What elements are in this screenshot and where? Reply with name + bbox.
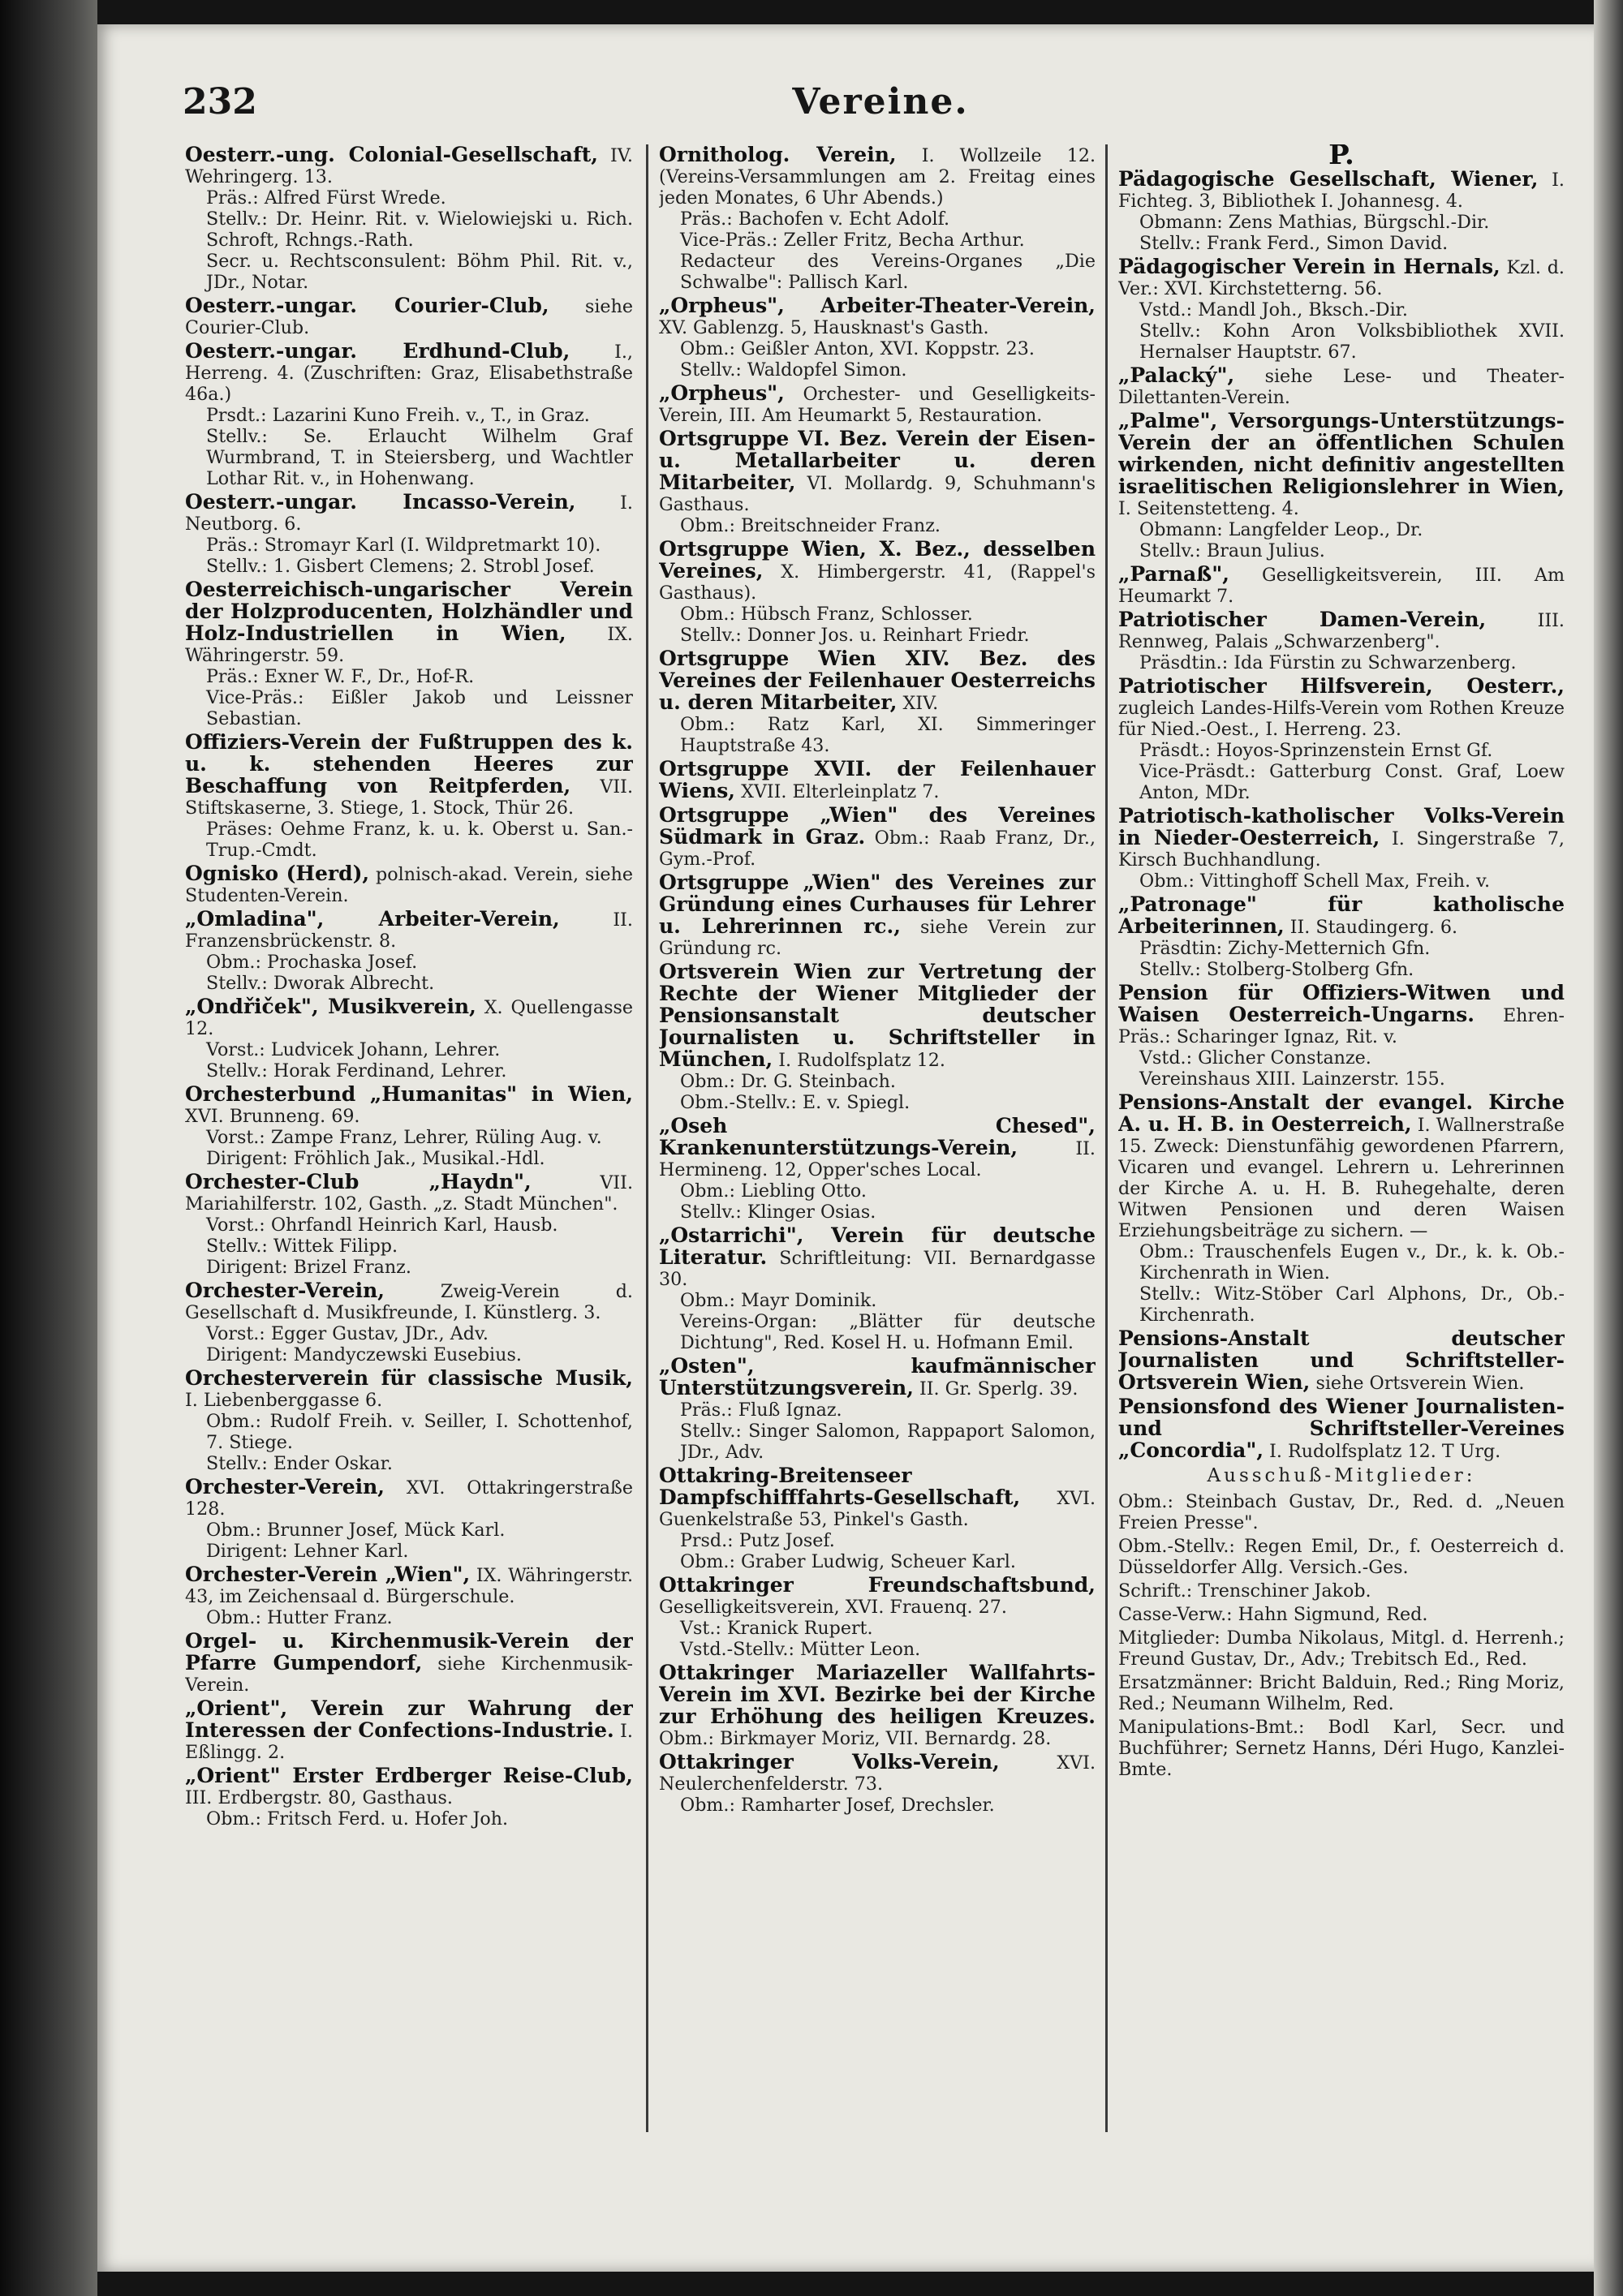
entry-name: Orchesterverein für classische Musik,: [185, 1366, 633, 1390]
entry-address: XVII. Elterleinplatz 7.: [741, 781, 940, 802]
directory-entry: [1118, 564, 1565, 607]
entry-detail: Obm.: Ramharter Josef, Drechsler.: [680, 1795, 995, 1816]
entry-name: Oesterr.-ungar. Incasso-Verein,: [185, 490, 576, 514]
entry-detail: Stellv.: Se. Erlaucht Wilhelm Graf Wurmbrand, T. in Steiersberg, und Wachtler Lothar Rit. v., in Hohenwang.: [206, 426, 633, 489]
page-header: [183, 81, 1578, 138]
page-edge-shadow: [1594, 0, 1623, 2296]
entry-address: I. Rudolfsplatz 12. T Urg.: [1269, 1441, 1501, 1462]
entry-name: „Oseh Chesed", Krankenunterstützungs-Verein,: [659, 1114, 1096, 1159]
entry-name: Ottakringer Mariazeller Wallfahrts-Verein im XVI. Bezirke bei der Kirche zur Erhöhung des heiligen Kreuzes.: [659, 1661, 1096, 1728]
entry-address: III. Erdbergstr. 80, Gasthaus.: [185, 1787, 453, 1808]
column-right: [1118, 144, 1565, 2173]
section-letter: P.: [1328, 144, 1354, 171]
entry-detail: Präses: Oehme Franz, k. u. k. Oberst u. San.-Trup.-Cmdt.: [206, 819, 633, 861]
directory-entry: [185, 863, 633, 906]
directory-entry: [185, 909, 633, 994]
directory-entry: [659, 1465, 1096, 1572]
entry-address: XV. Gablenzg. 5, Hausknast's Gasth.: [659, 317, 989, 338]
directory-entry: [185, 341, 633, 489]
entry-name: „Orient", Verein zur Wahrung der Interessen der Confections-Industrie.: [185, 1696, 633, 1742]
entry-name: Ortsgruppe „Wien" des Vereines zur Gründung eines Curhauses für Lehrer u. Lehrerinnen rc.,: [659, 871, 1096, 938]
entry-name: Ortsgruppe VI. Bez. Verein der Eisen- u. Metallarbeiter u. deren Mitarbeiter,: [659, 427, 1096, 494]
entry-detail: Präsdtin: Zichy-Metternich Gfn.: [1139, 938, 1431, 959]
entry-detail: Präs.: Bachofen v. Echt Adolf.: [680, 209, 950, 230]
directory-entry: [185, 144, 633, 293]
directory-entry: [659, 295, 1096, 381]
entry-detail: Stellv.: Klinger Osias.: [680, 1202, 876, 1223]
entry-name: Orchester-Verein,: [185, 1279, 385, 1302]
entry-name: Pension für Offiziers-Witwen und Waisen Oesterreich-Ungarns.: [1118, 981, 1565, 1026]
entry-name: Oesterreichisch-ungarischer Verein der Holzproducenten, Holzhändler und Holz-Industriellen in Wien,: [185, 578, 633, 645]
entry-detail: Stellv.: Frank Ferd., Simon David.: [1139, 233, 1449, 254]
entry-detail: Stellv.: Ender Oskar.: [206, 1453, 393, 1474]
entry-detail: Präsdt.: Hoyos-Sprinzenstein Ernst Gf.: [1139, 740, 1493, 761]
entry-name: Ortsgruppe XVII. der Feilenhauer Wiens,: [659, 757, 1096, 802]
entry-address: I. Rudolfsplatz 12.: [778, 1050, 945, 1071]
entry-address: II. Hermineng. 12, Opper'sches Local.: [659, 1138, 1096, 1180]
entry-address: siehe Verein zur Gründung rc.: [659, 917, 1096, 959]
entry-address: XVI. Guenkelstraße 53, Pinkel's Gasth.: [659, 1488, 1096, 1530]
directory-entry: [659, 1575, 1096, 1660]
entry-detail: Vstd.: Mandl Joh., Bksch.-Dir.: [1139, 299, 1408, 320]
entry-detail: Dirigent: Fröhlich Jak., Musikal.-Hdl.: [206, 1148, 545, 1169]
entry-detail: Obm.-Stellv.: E. v. Spiegl.: [680, 1092, 911, 1113]
entry-address: Zweig-Verein d. Gesellschaft d. Musikfreunde, I. Künstlerg. 3.: [185, 1281, 633, 1323]
entry-address: zugleich Landes-Hilfs-Verein vom Rothen Kreuze für Nied.-Oest., I. Herreng. 23.: [1118, 698, 1565, 740]
entry-detail: Präs.: Stromayr Karl (I. Wildpretmarkt 10).: [206, 535, 601, 556]
entry-detail: Stellv.: Dworak Albrecht.: [206, 973, 435, 994]
entry-detail: Obm.: Breitschneider Franz.: [680, 515, 941, 536]
entry-name: Pädagogische Gesellschaft, Wiener,: [1118, 167, 1539, 191]
directory-entry: [659, 805, 1096, 870]
entry-address: Geselligkeitsverein, XVI. Frauenq. 27.: [659, 1597, 1007, 1618]
entry-address: II. Staudingerg. 6.: [1289, 917, 1458, 938]
entry-detail: Vice-Präs.: Eißler Jakob und Leissner Sebastian.: [206, 687, 633, 729]
directory-entry: [185, 1631, 633, 1696]
entry-address: I. Singerstraße 7, Kirsch Buchhandlung.: [1118, 828, 1565, 871]
entry-detail: Obm.: Mayr Dominik.: [680, 1290, 877, 1311]
entry-name: Pensions-Anstalt deutscher Journalisten und Schriftsteller-Ortsverein Wien,: [1118, 1326, 1565, 1394]
directory-entry: [185, 579, 633, 729]
directory-entry: [1118, 1328, 1565, 1394]
entry-name: Ottakringer Freundschaftsbund,: [659, 1573, 1096, 1597]
entry-detail: Stellv.: Kohn Aron Volksbibliothek XVII. Hernalser Hauptstr. 67.: [1139, 320, 1565, 363]
entry-address: siehe Courier-Club.: [185, 296, 633, 338]
entry-address: siehe Ortsverein Wien.: [1315, 1373, 1525, 1394]
entry-detail: Obm.: Hutter Franz.: [206, 1607, 393, 1628]
entry-name: Ortsgruppe Wien, X. Bez., desselben Vereines,: [659, 537, 1096, 583]
entry-name: Patriotischer Hilfsverein, Oesterr.,: [1118, 674, 1565, 698]
entry-name: „Orpheus", Arbeiter-Theater-Verein,: [659, 294, 1096, 317]
directory-entry: [659, 648, 1096, 756]
entry-detail: Vstd.: Glicher Constanze.: [1139, 1047, 1371, 1068]
entry-name: Oesterr.-ungar. Courier-Club,: [185, 294, 549, 317]
entry-address: Obm.: Birkmayer Moriz, VII. Bernardg. 28.: [659, 1728, 1052, 1749]
directory-entry: [1118, 411, 1565, 561]
entry-address: siehe Kirchenmusik-Verein.: [185, 1653, 633, 1696]
entry-address: III. Rennweg, Palais „Schwarzenberg".: [1118, 610, 1565, 652]
entry-detail: Präs.: Fluß Ignaz.: [680, 1400, 842, 1421]
entry-address: IV. Wehringerg. 13.: [185, 145, 633, 187]
entry-name: Offiziers-Verein der Fußtruppen des k. u. k. stehenden Heeres zur Beschaffung von Reitpferden,: [185, 730, 633, 798]
entry-address: polnisch-akad. Verein, siehe Studenten-Verein.: [185, 864, 633, 906]
directory-entry: [1118, 609, 1565, 673]
entry-name: Pädagogischer Verein in Hernals,: [1118, 255, 1500, 278]
directory-entry: [659, 539, 1096, 646]
entry-detail: Dirigent: Brizel Franz.: [206, 1257, 411, 1278]
member-detail: Casse-Verw.: Hahn Sigmund, Red.: [1118, 1604, 1428, 1625]
entry-detail: Dirigent: Mandyczewski Eusebius.: [206, 1344, 522, 1365]
committee-member: [1118, 1717, 1565, 1780]
page-number: 232: [183, 81, 257, 123]
entry-address: Geselligkeitsverein, III. Am Heumarkt 7.: [1118, 565, 1565, 607]
entry-detail: Präsdtin.: Ida Fürstin zu Schwarzenberg.: [1139, 652, 1517, 673]
entry-address: II. Franzensbrückenstr. 8.: [185, 909, 633, 952]
entry-name: Orchester-Verein „Wien",: [185, 1563, 471, 1586]
entry-name: Ornitholog. Verein,: [659, 144, 897, 166]
entry-address: Orchester- und Geselligkeits-Verein, III. Am Heumarkt 5, Restauration.: [659, 384, 1096, 426]
column-rule-2: [1105, 144, 1108, 2132]
entry-address: I. Wollzeile 12. (Vereins-Versammlungen am 2. Freitag eines jeden Monates, 6 Uhr Abends.): [659, 145, 1096, 209]
entry-address: Ehren-Präs.: Scharinger Ignaz, Rit. v.: [1118, 1005, 1565, 1047]
entry-name: „Osten", kaufmännischer Unterstützungsverein,: [659, 1354, 1096, 1400]
entry-detail: Secr. u. Rechtsconsulent: Böhm Phil. Rit. v., JDr., Notar.: [206, 251, 633, 293]
entry-detail: Redacteur des Vereins-Organes „Die Schwalbe": Pallisch Karl.: [680, 251, 1096, 293]
entry-detail: Stellv.: Horak Ferdinand, Lehrer.: [206, 1060, 507, 1081]
directory-entry: [1118, 256, 1565, 363]
entry-address: XVI. Brunneng. 69.: [185, 1106, 360, 1127]
entry-address: I. Liebenberggasse 6.: [185, 1390, 383, 1411]
directory-entry: [659, 1116, 1096, 1223]
member-detail: Manipulations-Bmt.: Bodl Karl, Secr. und Buchführer; Sernetz Hanns, Déri Hugo, Kanzlei-Bmte.: [1118, 1717, 1565, 1780]
entry-address: VI. Mollardg. 9, Schuhmann's Gasthaus.: [659, 473, 1096, 515]
entry-name: Orchester-Club „Haydn",: [185, 1170, 532, 1193]
directory-entry: [1118, 169, 1565, 254]
entry-detail: Vice-Präs.: Zeller Fritz, Becha Arthur.: [680, 230, 1025, 251]
entry-detail: Stellv.: 1. Gisbert Clemens; 2. Strobl Josef.: [206, 556, 595, 577]
entry-detail: Obm.: Trauschenfels Eugen v., Dr., k. k. Ob.-Kirchenrath in Wien.: [1139, 1241, 1565, 1283]
entry-address: Kzl. d. Ver.: XVI. Kirchstetterng. 56.: [1118, 257, 1565, 299]
entry-detail: Vorst.: Zampe Franz, Lehrer, Rüling Aug. v.: [206, 1127, 602, 1148]
entry-address: I. Eßlingg. 2.: [185, 1721, 633, 1763]
entry-detail: Stellv.: Braun Julius.: [1139, 540, 1325, 561]
directory-entry: [185, 492, 633, 577]
directory-entry: [659, 961, 1096, 1113]
entry-name: Ortsgruppe „Wien" des Vereines Südmark in Graz.: [659, 803, 1096, 849]
entry-name: Oesterr.-ungar. Erdhund-Club,: [185, 339, 570, 363]
column-rule-1: [646, 144, 648, 2132]
entry-detail: Stellv.: Witz-Stöber Carl Alphons, Dr., Ob.-Kirchenrath.: [1139, 1283, 1565, 1326]
entry-detail: Stellv.: Wittek Filipp.: [206, 1236, 398, 1257]
entry-address: IX. Währingerstr. 59.: [185, 624, 633, 666]
entry-detail: Obm.: Hübsch Franz, Schlosser.: [680, 604, 973, 625]
entry-name: Ottakring-Breitenseer Dampfschifffahrts-Gesellschaft,: [659, 1464, 1021, 1509]
entry-address: Obm.: Raab Franz, Dr., Gym.-Prof.: [659, 828, 1096, 870]
entry-address: I. Neutborg. 6.: [185, 492, 633, 535]
entry-address: II. Gr. Sperlg. 39.: [919, 1378, 1078, 1400]
directory-entry: [659, 759, 1096, 802]
entry-address: X. Himbergerstr. 41, (Rappel's Gasthaus).: [659, 561, 1096, 604]
entry-address: VII. Stiftskaserne, 3. Stiege, 1. Stock, Thür 26.: [185, 776, 633, 819]
entry-detail: Prsd.: Putz Josef.: [680, 1530, 835, 1551]
committee-member: [1118, 1672, 1565, 1714]
directory-entry: [1118, 1396, 1565, 1462]
entry-detail: Vorst.: Ohrfandl Heinrich Karl, Hausb.: [206, 1215, 558, 1236]
entry-address: I. Wallnerstraße 15. Zweck: Dienstunfähig gewordenen Pfarrern, Vicaren und evangel. Lehrern u. Lehrerinnen der Kirche A. u. H. B. Ruhegehalte, deren Witwen Pensionen und deren Waisen Erziehungsbeiträge zu sichern. —: [1118, 1115, 1565, 1241]
entry-name: Oesterr.-ung. Colonial-Gesellschaft,: [185, 144, 598, 166]
entry-name: „Orient" Erster Erdberger Reise-Club,: [185, 1764, 633, 1787]
member-detail: Schrift.: Trenschiner Jakob.: [1118, 1580, 1371, 1602]
committee-subheading: Ausschuß-Mitglieder:: [1207, 1465, 1476, 1486]
entry-name: „Patronage" für katholische Arbeiterinnen,: [1118, 892, 1565, 938]
directory-entry: [185, 1172, 633, 1278]
directory-entry: [185, 1280, 633, 1365]
entry-detail: Prsdt.: Lazarini Kuno Freih. v., T., in Graz.: [206, 405, 590, 426]
member-detail: Ersatzmänner: Bricht Balduin, Red.; Ring Moriz, Red.; Neumann Wilhelm, Red.: [1118, 1672, 1565, 1714]
directory-entry: [185, 295, 633, 338]
entry-detail: Vstd.-Stellv.: Mütter Leon.: [680, 1639, 921, 1660]
directory-entry: [185, 732, 633, 861]
entry-name: Pensionsfond des Wiener Journalisten- und Schriftsteller-Vereines „Concordia",: [1118, 1395, 1565, 1462]
entry-detail: Dirigent: Lehner Karl.: [206, 1541, 409, 1562]
entry-detail: Obm.: Geißler Anton, XVI. Koppstr. 23.: [680, 338, 1035, 359]
member-detail: Obm.: Steinbach Gustav, Dr., Red. d. „Neuen Freien Presse".: [1118, 1491, 1565, 1533]
directory-entry: [1118, 982, 1565, 1090]
entry-name: Ognisko (Herd),: [185, 862, 370, 885]
entry-detail: Vorst.: Egger Gustav, JDr., Adv.: [206, 1323, 489, 1344]
directory-entry: [659, 1225, 1096, 1353]
entry-name: Patriotisch-katholischer Volks-Verein in Nieder-Oesterreich,: [1118, 804, 1565, 849]
entry-detail: Präs.: Alfred Fürst Wrede.: [206, 187, 446, 209]
entry-detail: Obmann: Langfelder Leop., Dr.: [1139, 519, 1423, 540]
directory-entry: [659, 144, 1096, 293]
directory-entry: [659, 1662, 1096, 1749]
entry-detail: Obm.: Graber Ludwig, Scheuer Karl.: [680, 1551, 1016, 1572]
directory-entry: [659, 383, 1096, 426]
entry-name: Ortsgruppe Wien XIV. Bez. des Vereines der Feilenhauer Oesterreichs u. deren Mitarbeiter,: [659, 647, 1096, 714]
committee-member: [1118, 1604, 1565, 1625]
directory-entry: [185, 1477, 633, 1562]
directory-entry: [185, 1698, 633, 1763]
entry-address: XVI. Neulerchenfelderstr. 73.: [659, 1752, 1096, 1795]
entry-address: XVI. Ottakringerstraße 128.: [185, 1477, 633, 1520]
entry-detail: Obm.: Prochaska Josef.: [206, 952, 418, 973]
entry-name: Orgel- u. Kirchenmusik-Verein der Pfarre Gumpendorf,: [185, 1629, 633, 1675]
entry-detail: Vereins-Organ: „Blätter für deutsche Dichtung", Red. Kosel H. u. Hofmann Emil.: [680, 1311, 1096, 1353]
directory-entry: [659, 428, 1096, 536]
book-spine-shadow: [0, 0, 97, 2296]
entry-address: XIV.: [902, 693, 939, 714]
directory-entry: [185, 996, 633, 1081]
entry-address: X. Quellengasse 12.: [185, 997, 633, 1039]
directory-entry: [185, 1564, 633, 1628]
entry-name: Pensions-Anstalt der evangel. Kirche A. u. H. B. in Oesterreich,: [1118, 1090, 1565, 1136]
entry-detail: Stellv.: Stolberg-Stolberg Gfn.: [1139, 959, 1414, 980]
entry-name: Orchester-Verein,: [185, 1475, 385, 1498]
entry-detail: Vice-Präsdt.: Gatterburg Const. Graf, Loew Anton, MDr.: [1139, 761, 1565, 803]
entry-name: „Orpheus",: [659, 381, 785, 405]
directory-entry: [1118, 1092, 1565, 1326]
directory-entry: [1118, 676, 1565, 803]
entry-address: I. Fichteg. 3, Bibliothek I. Johannesg. 4.: [1118, 170, 1565, 212]
entry-detail: Stellv.: Waldopfel Simon.: [680, 359, 907, 381]
entry-name: Patriotischer Damen-Verein,: [1118, 608, 1487, 631]
entry-detail: Vst.: Kranick Rupert.: [680, 1618, 873, 1639]
entry-address: I., Herreng. 4. (Zuschriften: Graz, Elisabethstraße 46a.): [185, 342, 633, 405]
directory-entry: [185, 1084, 633, 1169]
entry-name: „Ostarrichi", Verein für deutsche Literatur.: [659, 1223, 1096, 1269]
entry-name: „Parnaß",: [1118, 562, 1229, 586]
directory-entry: [185, 1368, 633, 1474]
entry-name: „Palme", Versorgungs-Unterstützungs-Verein der an öffentlichen Schulen wirkenden, nicht definitiv angestellten israelitischen Religionslehrer in Wien,: [1118, 409, 1565, 498]
entry-detail: Obm.: Brunner Josef, Mück Karl.: [206, 1520, 506, 1541]
entry-detail: Obm.: Ratz Karl, XI. Simmeringer Hauptstraße 43.: [680, 714, 1096, 756]
member-detail: Mitglieder: Dumba Nikolaus, Mitgl. d. Herrenh.; Freund Gustav, Dr., Adv.; Trebitsch Ed., Red.: [1118, 1627, 1565, 1670]
directory-entry: [659, 1752, 1096, 1816]
entry-detail: Stellv.: Donner Jos. u. Reinhart Friedr.: [680, 625, 1030, 646]
entry-address: Schriftleitung: VII. Bernardgasse 30.: [659, 1248, 1096, 1290]
entry-detail: Obmann: Zens Mathias, Bürgschl.-Dir.: [1139, 212, 1490, 233]
committee-member: [1118, 1491, 1565, 1533]
directory-entry: [1118, 806, 1565, 892]
entry-name: Ottakringer Volks-Verein,: [659, 1750, 1000, 1774]
entry-address: IX. Währingerstr. 43, im Zeichensaal d. Bürgerschule.: [185, 1565, 633, 1607]
entry-detail: Stellv.: Singer Salomon, Rappaport Salomon, JDr., Adv.: [680, 1421, 1096, 1463]
directory-entry: [659, 872, 1096, 959]
committee-member: [1118, 1536, 1565, 1578]
directory-entry: [1118, 365, 1565, 408]
entry-name: Orchesterbund „Humanitas" in Wien,: [185, 1082, 633, 1106]
entry-name: „Palacký",: [1118, 363, 1235, 387]
entry-detail: Obm.: Liebling Otto.: [680, 1180, 867, 1202]
entry-name: Ortsverein Wien zur Vertretung der Rechte der Wiener Mitglieder der Pensionsanstalt deutscher Journalisten u. Schriftsteller in München,: [659, 960, 1096, 1071]
directory-entry: [659, 1356, 1096, 1463]
directory-entry: [1118, 894, 1565, 980]
entry-detail: Vereinshaus XIII. Lainzerstr. 155.: [1139, 1068, 1445, 1090]
entry-address: VII. Mariahilferstr. 102, Gasth. „z. Stadt München".: [185, 1172, 633, 1215]
entry-detail: Obm.: Vittinghoff Schell Max, Freih. v.: [1139, 871, 1491, 892]
running-title: Vereine.: [792, 81, 969, 123]
committee-member: [1118, 1627, 1565, 1670]
entry-detail: Obm.: Rudolf Freih. v. Seiller, I. Schottenhof, 7. Stiege.: [206, 1411, 633, 1453]
directory-entry: [185, 1765, 633, 1829]
committee-member: [1118, 1580, 1565, 1602]
member-detail: Obm.-Stellv.: Regen Emil, Dr., f. Oesterreich d. Düsseldorfer Allg. Versich.-Ges.: [1118, 1536, 1565, 1578]
entry-address: siehe Lese- und Theater-Dilettanten-Verein.: [1118, 366, 1565, 408]
column-middle: [659, 144, 1096, 2173]
entry-address: I. Seitenstetteng. 4.: [1118, 498, 1299, 519]
entry-detail: Obm.: Fritsch Ferd. u. Hofer Joh.: [206, 1808, 509, 1829]
entry-name: „Omladina", Arbeiter-Verein,: [185, 907, 560, 931]
entry-detail: Vorst.: Ludvicek Johann, Lehrer.: [206, 1039, 501, 1060]
entry-detail: Präs.: Exner W. F., Dr., Hof-R.: [206, 666, 475, 687]
column-left: [185, 144, 633, 2173]
entry-detail: Stellv.: Dr. Heinr. Rit. v. Wielowiejski u. Rich. Schroft, Rchngs.-Rath.: [206, 209, 633, 251]
entry-name: „Ondřiček", Musikverein,: [185, 995, 476, 1018]
entry-detail: Obm.: Dr. G. Steinbach.: [680, 1071, 896, 1092]
